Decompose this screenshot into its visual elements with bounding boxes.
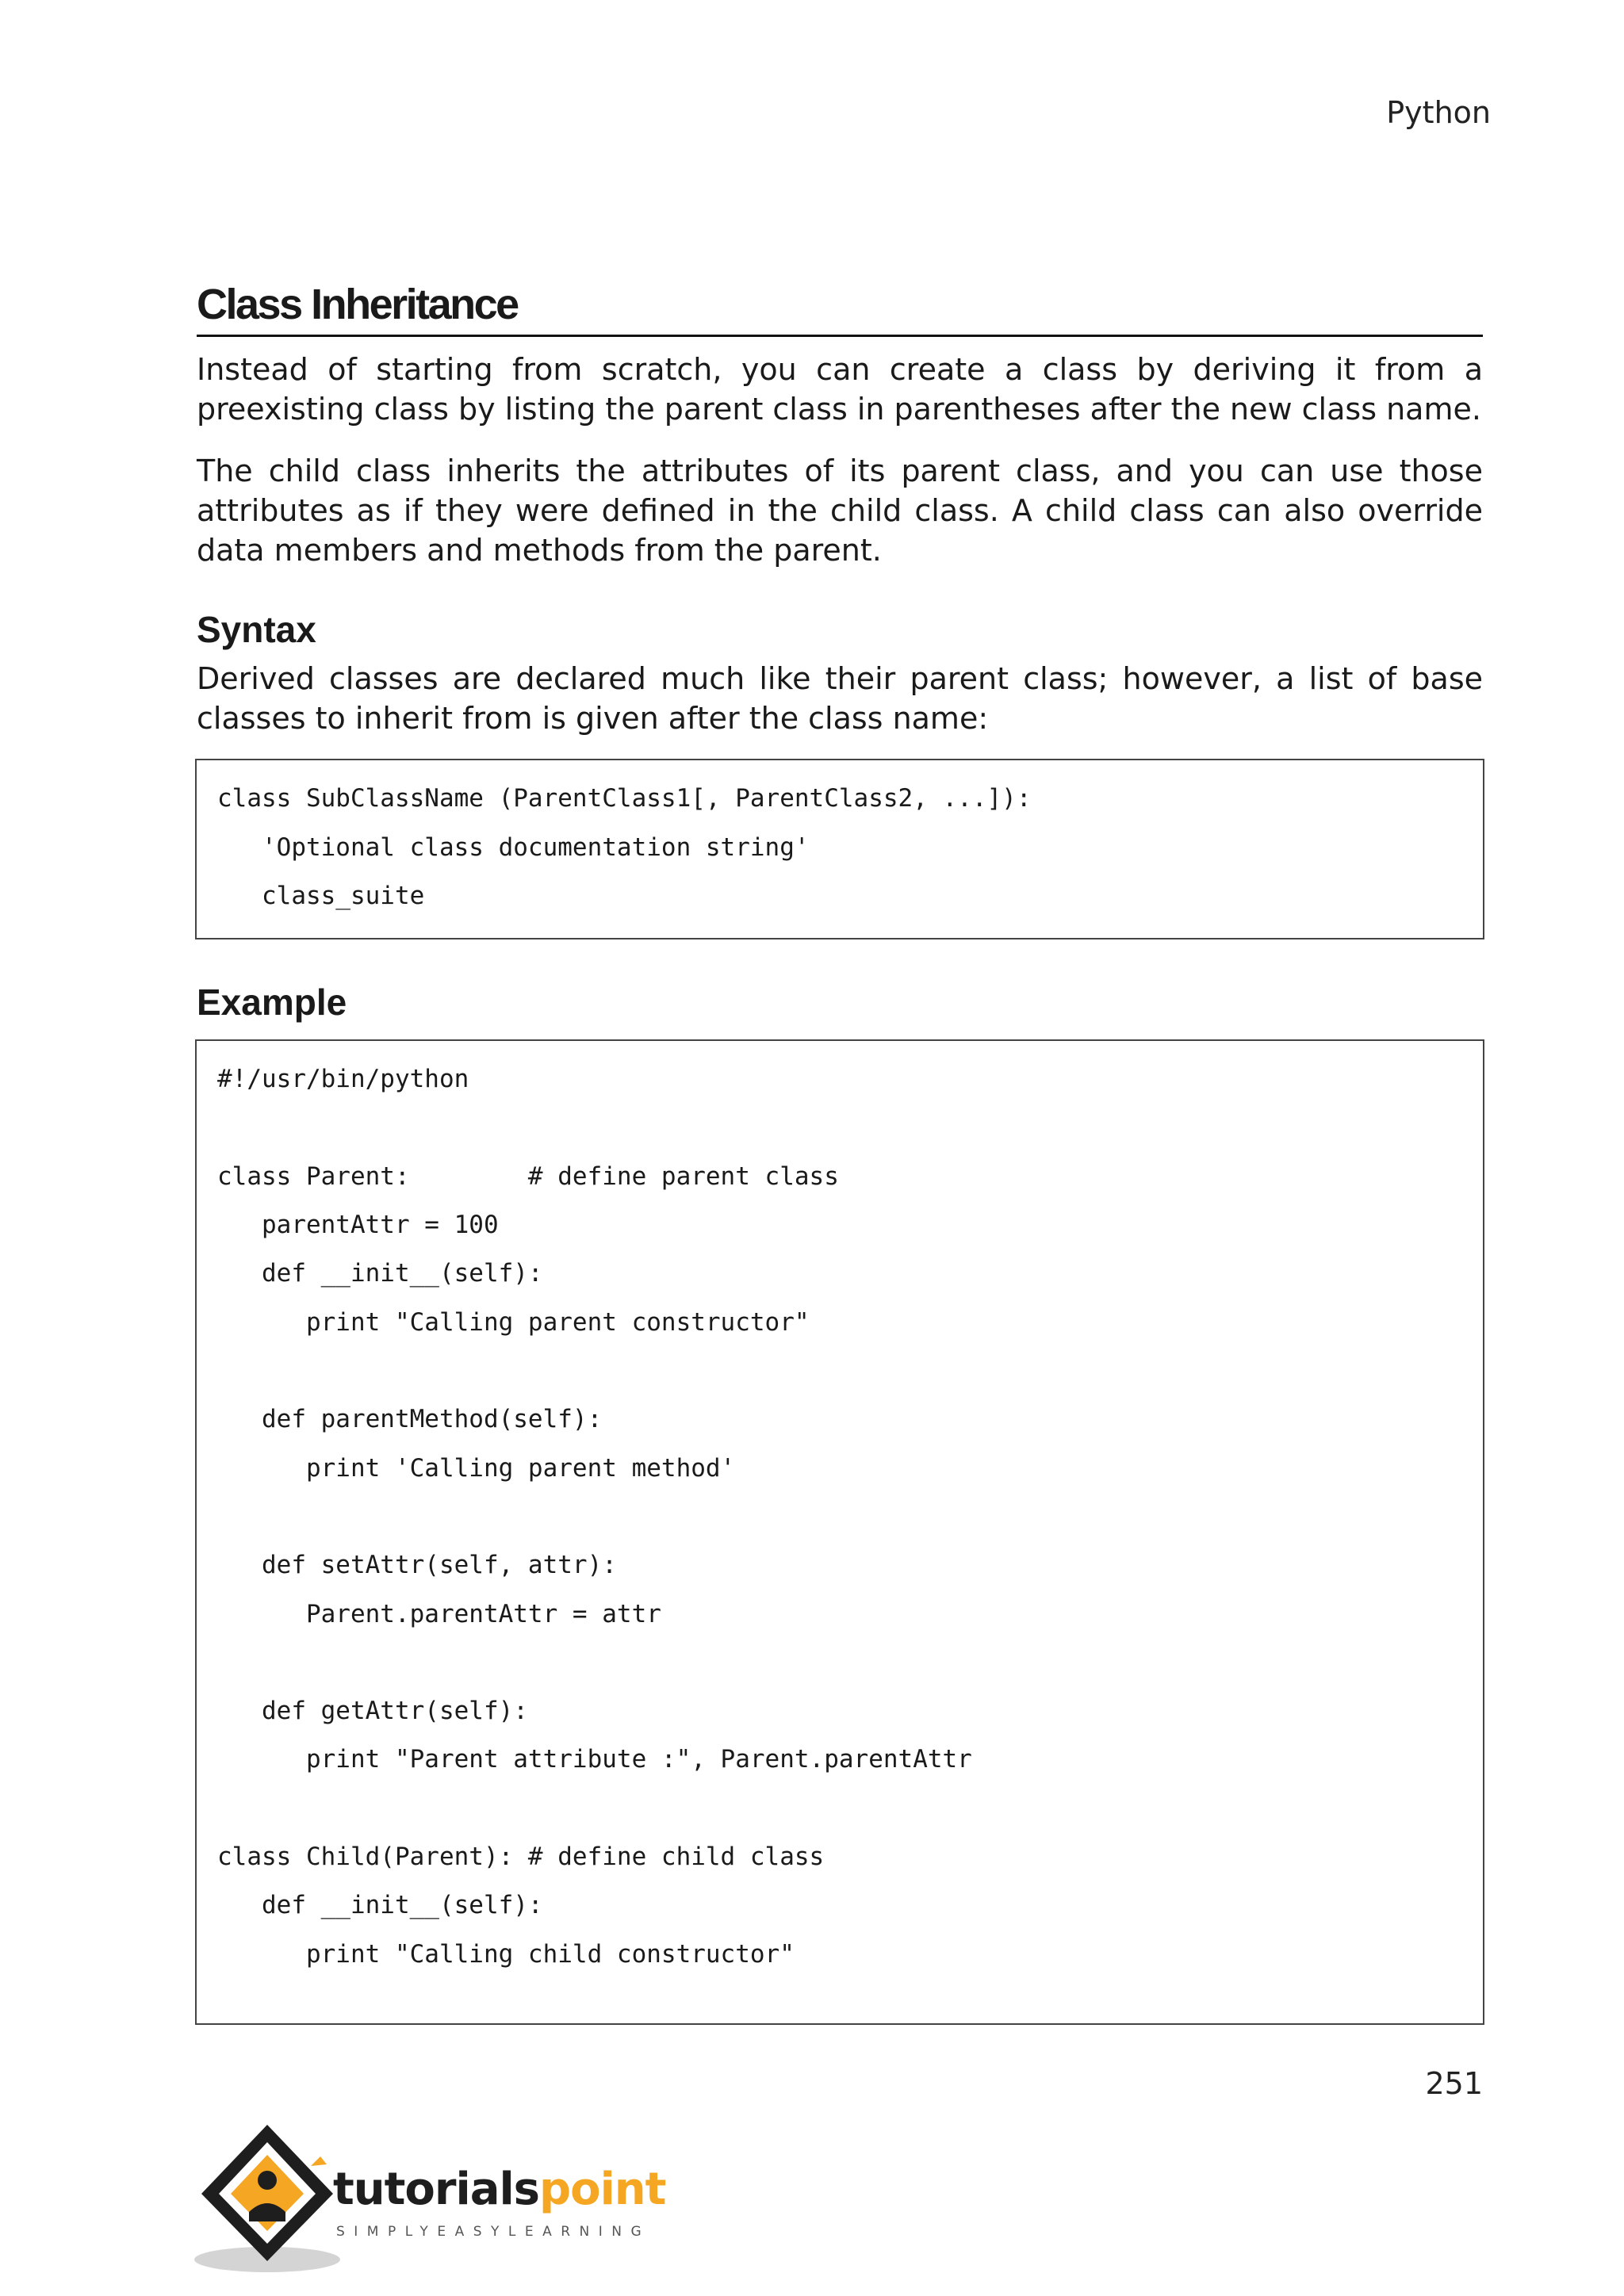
syntax-description: Derived classes are declared much like their parent class; however, a list of base classes to inherit from is given after the class name: — [197, 661, 1483, 737]
code-line: def parentMethod(self): — [217, 1405, 603, 1434]
page-number: 251 — [1425, 2066, 1483, 2101]
page-content — [197, 281, 1483, 2025]
code-line: Parent.parentAttr = attr — [217, 1599, 661, 1628]
code-line: print 'Calling parent method' — [217, 1453, 736, 1483]
running-header: Python — [1386, 95, 1491, 130]
code-line: class SubClassName (ParentClass1[, ParentClass2, ...]): — [217, 784, 1032, 813]
code-line: def setAttr(self, attr): — [217, 1551, 617, 1580]
section-title: Class Inheritance — [197, 281, 1483, 337]
code-line — [217, 1639, 1462, 1687]
svg-text:SIMPLYEASYLEARNING: SIMPLYEASYLEARNING — [336, 2224, 651, 2240]
code-line: class_suite — [217, 881, 425, 910]
code-line — [217, 1785, 1462, 1833]
code-line: print "Calling child constructor" — [217, 1939, 795, 1969]
code-line: parentAttr = 100 — [217, 1211, 499, 1240]
code-line: print "Calling parent constructor" — [217, 1307, 810, 1337]
code-line: #!/usr/bin/python — [217, 1065, 469, 1094]
syntax-code-block — [195, 759, 1484, 939]
example-heading: Example — [197, 982, 347, 1024]
code-line: class Child(Parent): # define child class — [217, 1843, 825, 1872]
intro-paragraph-1: Instead of starting from scratch, you can create a class by deriving it from a preexisting class by listing the parent class in parentheses after the new class name. — [197, 352, 1483, 427]
code-line — [217, 1347, 1462, 1395]
example-code-block — [195, 1039, 1484, 2025]
syntax-heading: Syntax — [197, 609, 316, 651]
code-line: def getAttr(self): — [217, 1697, 528, 1726]
code-line: print "Parent attribute :", Parent.parentAttr — [217, 1745, 972, 1774]
code-line — [217, 1104, 1462, 1153]
code-line: class Parent: # define parent class — [217, 1161, 839, 1191]
tutorialspoint-logo — [192, 2118, 684, 2277]
code-line — [217, 1493, 1462, 1541]
svg-text:tutorialspoint: tutorialspoint — [333, 2164, 666, 2215]
code-line: 'Optional class documentation string' — [217, 832, 810, 862]
intro-paragraph-2: The child class inherits the attributes of its parent class, and you can use those attributes as if they were defined in the child class. A child class can also override data members and methods from the parent. — [197, 453, 1483, 568]
code-line: def __init__(self): — [217, 1259, 543, 1288]
code-line: def __init__(self): — [217, 1891, 543, 1920]
